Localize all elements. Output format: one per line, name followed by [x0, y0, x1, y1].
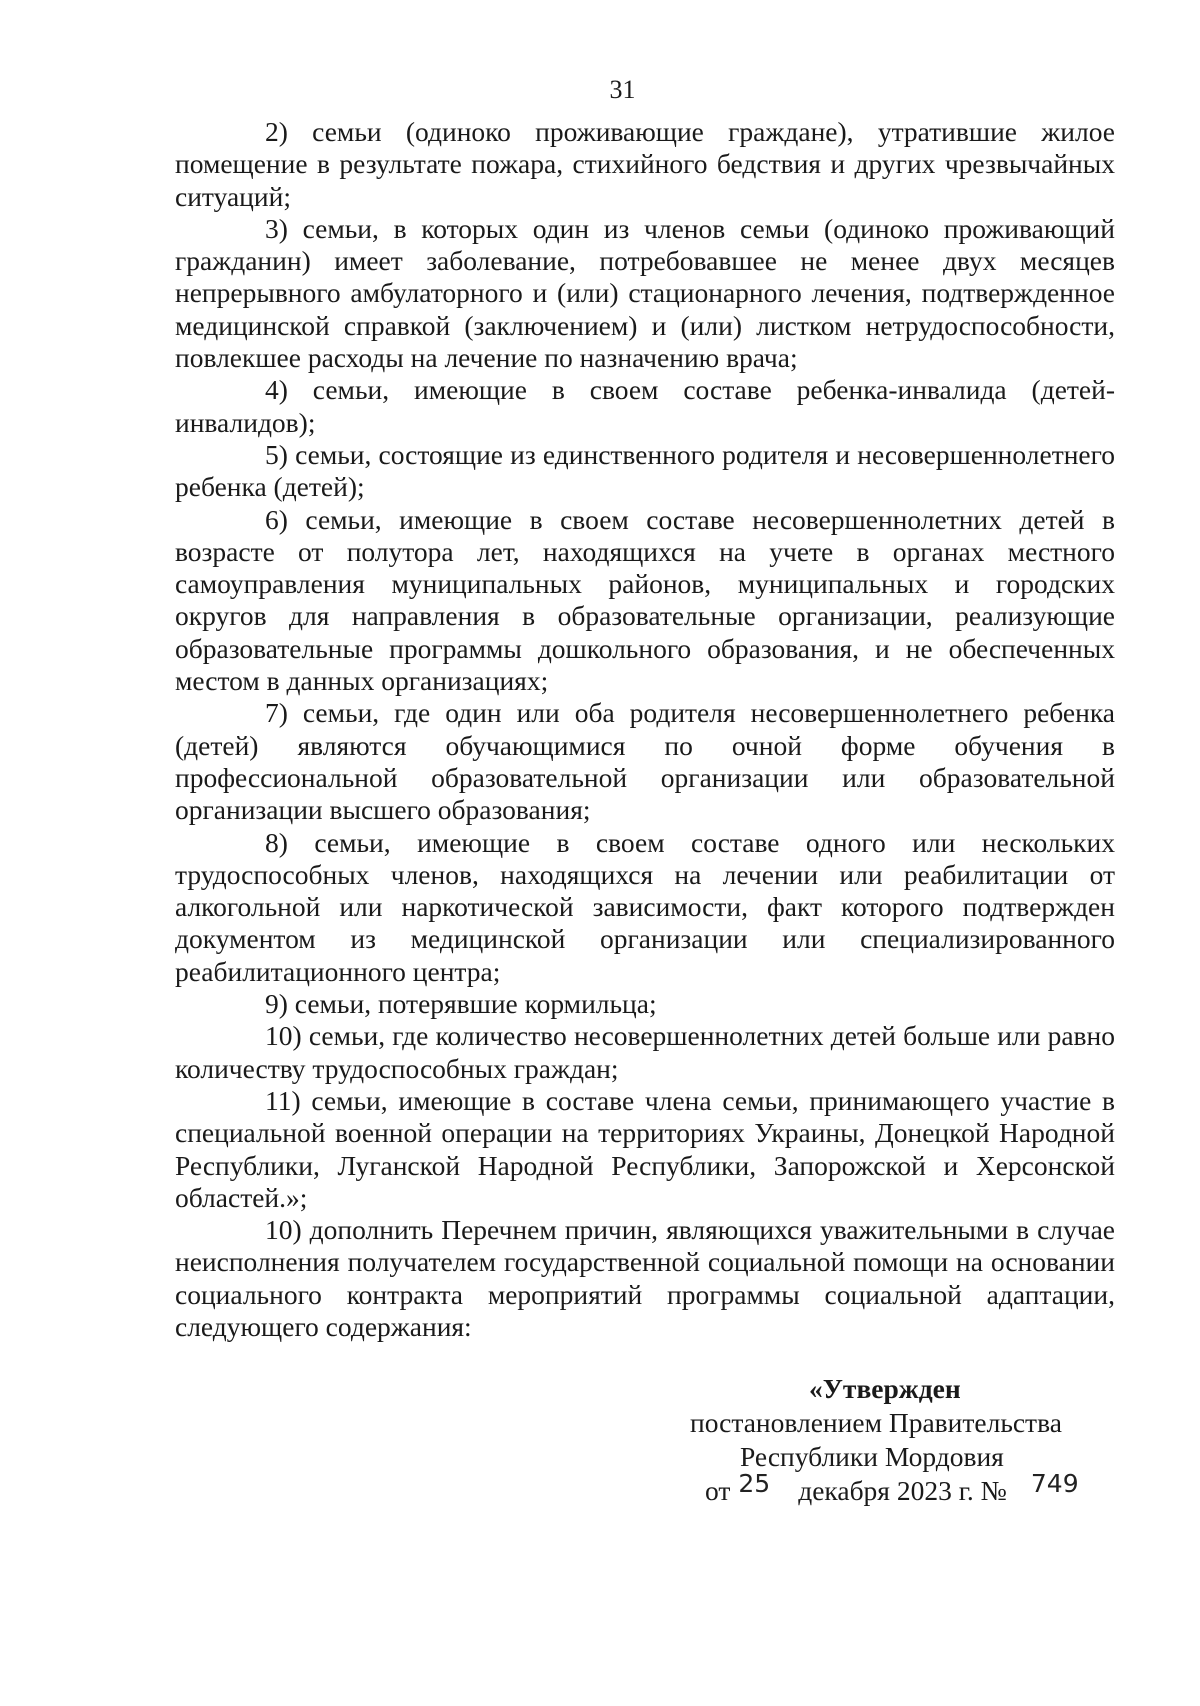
- paragraph-item-8: 8) семьи, имеющие в своем составе одного или нескольких трудоспособных членов, находящихся на лечении или реабилитации от алкогольной или наркотической зависимости, факт которого подтвержден документом из медицинской организации или специализированного реабилитационного центра;: [175, 826, 1115, 987]
- paragraph-item-6: 6) семьи, имеющие в своем составе несовершеннолетних детей в возрасте от полутора лет, находящихся на учете в органах местного самоуправления муниципальных районов, муниципальных и городских округов для направления в образовательные организации, реализующие образовательные программы дошкольного образования, и не обеспеченных местом в данных организациях;: [175, 503, 1115, 697]
- paragraph-item-5: 5) семьи, состоящие из единственного родителя и несовершеннолетнего ребенка (детей);: [175, 438, 1115, 503]
- approval-date-prefix: от: [705, 1475, 731, 1506]
- approval-issuer-line: постановлением Правительства: [690, 1407, 1062, 1438]
- approval-month-year: декабря 2023 г.: [798, 1475, 974, 1506]
- approval-number-sign: №: [980, 1475, 1007, 1506]
- document-body: [175, 116, 1115, 1343]
- paragraph-item-3: 3) семьи, в которых один из членов семьи (одиноко проживающий гражданин) имеет заболевание, потребовавшее не менее двух месяцев непрерывного амбулаторного и (или) стационарного лечения, подтвержденное медицинской справкой (заключением) и (или) листком нетрудоспособности, повлекшее расходы на лечение по назначению врача;: [175, 212, 1115, 374]
- approval-block: [690, 1372, 1110, 1509]
- approval-title: «Утвержден: [809, 1373, 961, 1404]
- approval-date-line: [690, 1469, 1110, 1509]
- approval-region-line: Республики Мордовия: [740, 1441, 1004, 1472]
- page-number: 31: [609, 75, 636, 104]
- paragraph-item-4: 4) семьи, имеющие в своем составе ребенка-инвалида (детей-инвалидов);: [175, 374, 1115, 438]
- paragraph-item-9: 9) семьи, потерявшие кормильца;: [265, 988, 657, 1020]
- approval-day: 25: [738, 1469, 771, 1498]
- paragraph-item-11: 11) семьи, имеющие в составе члена семьи, принимающего участие в специальной военной операции на территориях Украины, Донецкой Народной Республики, Луганской Народной Республики, Запорожской и Херсонской областей.»;: [175, 1084, 1115, 1213]
- paragraph-item-10: 10) семьи, где количество несовершеннолетних детей больше или равно количеству трудоспособных граждан;: [175, 1020, 1115, 1084]
- paragraph-amendment-10: 10) дополнить Перечнем причин, являющихся уважительными в случае неисполнения получателем государственной социальной помощи на основании социального контракта мероприятий программы социальной адаптации, следующего содержания:: [175, 1214, 1115, 1342]
- paragraph-item-7: 7) семьи, где один или оба родителя несовершеннолетнего ребенка (детей) являются обучающимися по очной форме обучения в профессиональной образовательной организации или образовательной организации высшего образования;: [175, 697, 1115, 826]
- approval-number: 749: [1030, 1469, 1079, 1498]
- paragraph-item-2: 2) семьи (одиноко проживающие граждане), утратившие жилое помещение в результате пожара, стихийного бедствия и других чрезвычайных ситуаций;: [175, 116, 1115, 212]
